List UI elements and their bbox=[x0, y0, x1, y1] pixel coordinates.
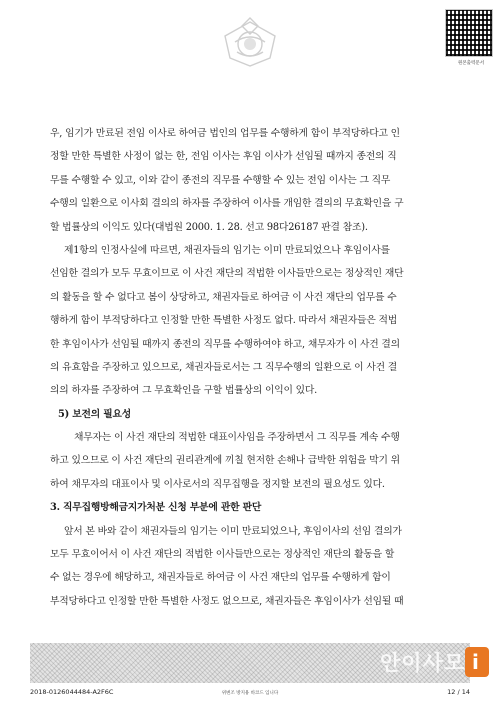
text-line: 의 유효함을 주장하고 있으므로, 채권자들로서는 그 직무수행의 일환으로 이 사건 결 bbox=[50, 361, 398, 373]
text-line: 우, 임기가 만료된 전임 이사로 하여금 법인의 업무를 수행하게 함이 부적당하다고 인 bbox=[50, 128, 400, 139]
text-line: 하고 있으므로 이 사건 재단의 권리관계에 끼칠 현저한 손해나 급박한 위험을 막기 위 bbox=[50, 455, 400, 467]
barcode-note: 위변조 방지용 바코드 입니다 bbox=[221, 691, 279, 696]
text-line: 하여 채무자의 대표이사 및 이사로서의 직무집행을 정지할 보전의 필요성도 있다. bbox=[50, 478, 385, 490]
text-line: 한 후임이사가 선임될 때까지 종전의 직무를 수행하여야 하고, 채무자가 이 사건 결의 bbox=[50, 338, 400, 350]
text-line: 수행의 일환으로 이사회 결의의 하자를 주장하여 이사를 개임한 결의의 무효확인을 구 bbox=[50, 198, 404, 210]
qr-caption: 원본출력문서 bbox=[457, 61, 485, 66]
document-body bbox=[50, 122, 460, 613]
text-line: 부적당하다고 인정할 만한 특별한 사정도 없으므로, 채권자들은 후임이사가 선임될 때 bbox=[50, 595, 404, 607]
text-line: 모두 무효이어서 이 사건 재단의 적법한 이사들만으로는 정상적인 재단의 활동을 할 bbox=[50, 549, 395, 561]
text-line: 의의 하자를 주장하여 그 무효확인을 구할 법률상의 이익이 있다. bbox=[50, 385, 318, 397]
text-line: 행하게 함이 부적당하다고 인정할 만한 특별한 사정도 없다. 따라서 채권자들은 적법 bbox=[50, 315, 398, 327]
section-heading: 3. 직무집행방해금지가처분 신청 부분에 관한 판단 bbox=[50, 502, 262, 514]
document-id: 2018-0126044484-A2F6C bbox=[30, 688, 114, 696]
section-heading: 5) 보전의 필요성 bbox=[58, 408, 132, 420]
text-line: 무를 수행할 수 있고, 이와 같이 종전의 직무를 수행할 수 있는 전임 이사는 그 직무 bbox=[50, 174, 391, 186]
text-line: 정할 만한 특별한 사정이 없는 한, 전임 이사는 후임 이사가 선임될 때까지 종전의 직 bbox=[50, 151, 397, 163]
text-line: 앞서 본 바와 같이 채권자들의 임기는 이미 만료되었으나, 후임이사의 선임 결의가 bbox=[64, 525, 402, 537]
text-line: 제1항의 인정사실에 따르면, 채권자들의 임기는 이미 만료되었으나 후임이사를 bbox=[64, 244, 390, 256]
watermark-badge-icon: i bbox=[465, 647, 489, 677]
page-number: 12 / 14 bbox=[447, 688, 470, 696]
text-line: 선임한 결의가 모두 무효이므로 이 사건 재단의 적법한 이사들만으로는 정상적인 재단 bbox=[50, 268, 404, 280]
watermark: 안이사모 bbox=[380, 651, 466, 675]
qr-code-icon bbox=[446, 10, 492, 56]
text-line: 할 법률상의 이익도 있다(대법원 2000. 1. 28. 선고 98다26187 판결 참조). bbox=[50, 221, 368, 233]
text-line: 채무자는 이 사건 재단의 적법한 대표이사임을 주장하면서 그 직무를 계속 수행 bbox=[74, 432, 400, 444]
text-line: 수 없는 경우에 해당하고, 채권자들로 하여금 이 사건 재단의 업무를 수행하게 함이 bbox=[50, 572, 391, 584]
court-emblem-icon bbox=[215, 12, 285, 72]
text-line: 의 활동을 할 수 없다고 봄이 상당하고, 채권자들로 하여금 이 사건 재단의 업무를 수 bbox=[50, 291, 397, 303]
